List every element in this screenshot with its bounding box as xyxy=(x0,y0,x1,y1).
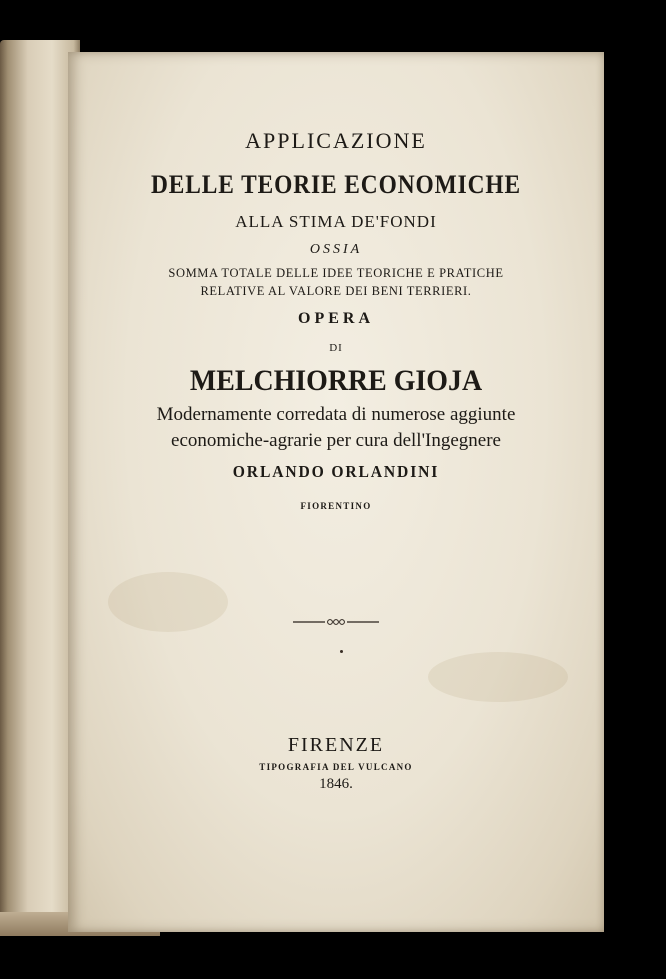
ink-dot xyxy=(340,650,343,653)
description-line-1: Modernamente corredata di numerose aggiunte xyxy=(156,404,516,425)
di-label: DI xyxy=(329,342,343,354)
author-name: MELCHIORRE GIOJA xyxy=(189,364,483,397)
opera-label: OPERA xyxy=(298,310,374,327)
title-line-4: OSSIA xyxy=(309,242,363,257)
title-page xyxy=(68,52,604,932)
ornament-icon xyxy=(291,617,381,627)
ornament xyxy=(68,614,604,632)
subtitle-line-1: SOMMA TOTALE DELLE IDEE TEORICHE E PRATICHE xyxy=(168,266,504,280)
title-line-3: ALLA STIMA DE'FONDI xyxy=(235,212,437,231)
title-line-2: DELLE TEORIE ECONOMICHE xyxy=(150,170,522,199)
imprint-printer: TIPOGRAFIA DEL VULCANO xyxy=(259,762,413,772)
imprint-year: 1846. xyxy=(319,776,353,792)
imprint-city: FIRENZE xyxy=(287,734,385,756)
subtitle-line-2: RELATIVE AL VALORE DEI BENI TERRIERI. xyxy=(200,284,472,298)
description-line-2: economiche-agrarie per cura dell'Ingegnere xyxy=(171,430,501,451)
editor-name: ORLANDO ORLANDINI xyxy=(232,462,440,481)
editor-origin: FIORENTINO xyxy=(300,501,372,511)
title-line-1: APPLICAZIONE xyxy=(245,128,427,153)
paper-stain xyxy=(428,652,568,702)
